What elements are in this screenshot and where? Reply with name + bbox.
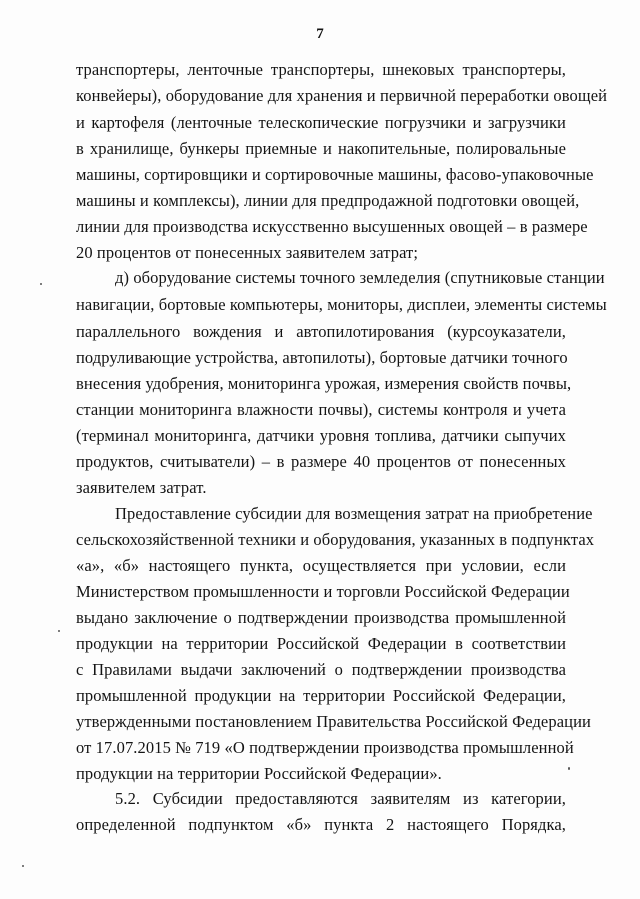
text-line: 5.2. Субсидии предоставляются заявителям из категории, — [115, 789, 566, 808]
text-line: линии для производства искусственно высушенных овощей – в размере — [76, 217, 588, 236]
text-line: продукции на территории Российской Федерации». — [76, 764, 442, 783]
text-line: выдано заключение о подтверждении производства промышленной — [76, 608, 566, 627]
text-line: транспортеры, ленточные транспортеры, шнековых транспортеры, — [76, 60, 566, 79]
page-number: 7 — [316, 26, 324, 42]
scan-speck — [22, 865, 24, 867]
text-line: промышленной продукции на территории Российской Федерации, — [76, 686, 566, 705]
text-line: (терминал мониторинга, датчики уровня топлива, датчики сыпучих — [76, 426, 566, 445]
text-line: Министерством промышленности и торговли Российской Федерации — [76, 582, 570, 601]
text-line: «а», «б» настоящего пункта, осуществляется при условии, если — [76, 556, 566, 575]
text-line: подруливающие устройства, автопилоты), бортовые датчики точного — [76, 348, 568, 367]
text-line: 20 процентов от понесенных заявителем затрат; — [76, 243, 419, 262]
text-line: конвейеры), оборудование для хранения и первичной переработки овощей — [76, 86, 608, 105]
text-line: станции мониторинга влажности почвы), системы контроля и учета — [76, 400, 566, 419]
text-line: от 17.07.2015 № 719 «О подтверждении производства промышленной — [76, 738, 574, 757]
text-line: заявителем затрат. — [76, 478, 207, 497]
text-line: с Правилами выдачи заключений о подтверждении производства — [76, 660, 566, 679]
text-line: Предоставление субсидии для возмещения затрат на приобретение — [115, 504, 593, 523]
text-line: д) оборудование системы точного земледелия (спутниковые станции — [115, 268, 605, 287]
text-line: продукции на территории Российской Федерации в соответствии — [76, 634, 566, 653]
text-line: навигации, бортовые компьютеры, мониторы, дисплеи, элементы системы — [76, 295, 607, 314]
text-line: параллельного вождения и автопилотирования (курсоуказатели, — [76, 322, 566, 341]
text-line: внесения удобрения, мониторинга урожая, измерения свойств почвы, — [76, 374, 572, 393]
scan-speck — [568, 767, 570, 770]
text-line: сельскохозяйственной техники и оборудования, указанных в подпунктах — [76, 530, 595, 549]
text-line: машины, сортировщики и сортировочные машины, фасово-упаковочные — [76, 165, 594, 184]
text-line: продуктов, считыватели) – в размере 40 процентов от понесенных — [76, 452, 566, 471]
text-line: утвержденными постановлением Правительства Российской Федерации — [76, 712, 591, 731]
text-line: определенной подпунктом «б» пункта 2 настоящего Порядка, — [76, 815, 566, 834]
scan-speck — [40, 283, 42, 285]
text-line: и картофеля (ленточные телескопические погрузчики и загрузчики — [76, 113, 566, 132]
text-line: машины и комплексы), линии для предпродажной подготовки овощей, — [76, 191, 580, 210]
text-line: в хранилище, бункеры приемные и накопительные, полировальные — [76, 139, 566, 158]
scan-speck — [58, 630, 60, 632]
